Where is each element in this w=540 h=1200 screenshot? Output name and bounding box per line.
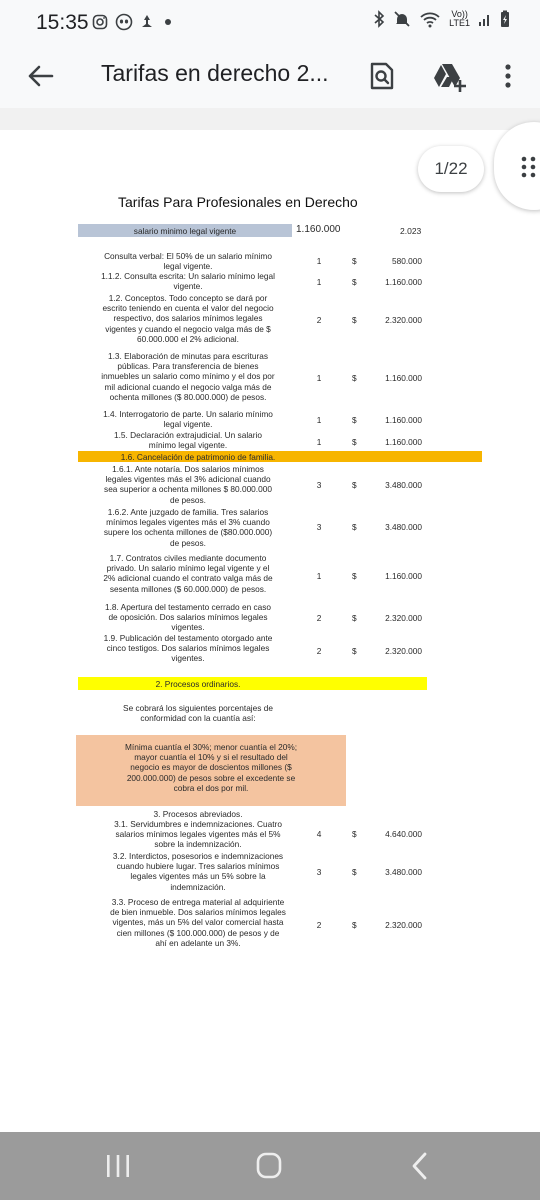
status-time: 15:35 [36, 11, 89, 34]
row-1-5 [78, 430, 298, 450]
salary-header-value: 1.160.000 [296, 224, 341, 235]
row-text: sobre la indemnización. [154, 839, 242, 850]
row-qty: 1 [316, 437, 322, 447]
row-b-4 [78, 633, 298, 664]
nav-back-button[interactable] [400, 1148, 440, 1184]
status-notification-icons [92, 13, 171, 31]
orange-line: cobra el dos por mil. [173, 782, 249, 793]
row-c-2 [78, 897, 318, 948]
row-text: de pesos. [170, 494, 206, 505]
row-text: 1.9. Publicación del testamento otorgado ante [103, 633, 273, 643]
more-options-button[interactable] [498, 58, 518, 94]
row-text: ochenta millones ($ 80.000.000) de pesos. [109, 391, 267, 402]
row-qty: 1 [316, 277, 322, 287]
lte-label: LTE1 [449, 18, 470, 28]
row-text: legal vigente. [163, 261, 213, 272]
row-text: 1.8. Apertura del testamento cerrado en caso [104, 602, 272, 612]
signal-icon [478, 11, 492, 27]
row-amount: 1.160.000 [385, 571, 422, 581]
row-text: de pesos. [170, 537, 206, 548]
orange-line: 200.000.000) de pesos sobre el excedente se [126, 772, 296, 783]
row-currency: $ [352, 522, 357, 532]
row-currency: $ [352, 646, 357, 656]
row-amount: 4.640.000 [385, 829, 422, 839]
row-amount: 1.160.000 [385, 415, 422, 425]
row-1-0 [78, 251, 298, 271]
row-text: 60.000.000 el 2% adicional. [137, 333, 239, 344]
battery-icon [500, 10, 510, 28]
orange-line: Mínima cuantía el 30%; menor cuantía el 20%; [124, 742, 298, 752]
recent-apps-button[interactable] [98, 1148, 138, 1184]
row-text: 1.3. Elaboración de minutas para escrituras [107, 351, 269, 361]
back-icon [400, 1148, 440, 1184]
row-qty: 2 [316, 646, 322, 656]
row-text: supere los ochenta millones de ($80.000.000) [103, 527, 273, 538]
row-qty: 3 [316, 522, 322, 532]
wifi-icon [419, 10, 441, 28]
row-text: 2% adicional cuando el contrato valga más de [103, 573, 273, 584]
row-text: cuando hubiere lugar. Tres salarios mínimos [116, 861, 280, 872]
row-amount: 1.160.000 [385, 437, 422, 447]
row-b-1 [78, 507, 298, 548]
row-amount: 3.480.000 [385, 480, 422, 490]
row-amount: 1.160.000 [385, 277, 422, 287]
intro-paragraph [78, 703, 318, 723]
row-text: salarios mínimos legales vigentes más el 5% [115, 829, 281, 840]
row-text: 1.6.2. Ante juzgado de familia. Tres salarios [107, 507, 269, 517]
row-text: mínimos legales vigentes más el 3% cuando [106, 517, 270, 528]
doc-heading: Tarifas Para Profesionales en Derecho [118, 194, 358, 210]
system-navigation-bar [0, 1132, 540, 1200]
row-text: Consulta verbal: El 50% de un salario mínimo [104, 251, 272, 261]
row-currency: $ [352, 277, 357, 287]
orange-line: mayor cuantía el 10% y si el resultado del [134, 752, 288, 763]
volte-indicator [449, 10, 470, 28]
row-1-3 [78, 351, 298, 402]
row-currency: $ [352, 571, 357, 581]
status-bar [0, 0, 540, 44]
row-text: legales vigentes más un 5% sobre la [130, 871, 266, 882]
row-text: respectivo, dos salarios mínimos legales [113, 313, 263, 324]
row-text: 1.7. Contratos civiles mediante documento [109, 553, 267, 563]
bluetooth-icon [373, 10, 385, 28]
row-amount: 1.160.000 [385, 373, 422, 383]
row-text: públicas. Para transferencia de bienes [117, 361, 259, 372]
row-qty: 2 [316, 315, 322, 325]
orange-box-text [76, 742, 346, 793]
row-qty: 1 [316, 571, 322, 581]
back-button[interactable] [22, 58, 58, 94]
alien-app-icon [115, 13, 133, 31]
row-text: de oposición. Dos salarios mínimos legales [108, 612, 268, 623]
row-text: de bien inmueble. Dos salarios mínimos legales [110, 907, 286, 918]
row-c-1 [78, 851, 318, 892]
row-text: 1.1.2. Consulta escrita: Un salario mínimo legal [101, 271, 275, 281]
row-text: inmuebles un salario como mínimo y el dos por [101, 371, 275, 382]
row-qty: 4 [316, 829, 322, 839]
instagram-icon [92, 14, 108, 30]
more-notifications-dot [165, 19, 171, 25]
row-text: 3.3. Proceso de entrega material al adquiriente [111, 897, 285, 907]
row-currency: $ [352, 437, 357, 447]
row-currency: $ [352, 613, 357, 623]
row-b-2 [78, 553, 298, 594]
salary-header-year: 2.023 [400, 226, 422, 236]
row-amount: 2.320.000 [385, 315, 422, 325]
status-system-icons [373, 10, 510, 28]
row-text: vigente. [173, 281, 203, 292]
row-currency: $ [352, 480, 357, 490]
intro-line: conformidad con la cuantía así: [140, 713, 256, 724]
row-text: 3.1. Servidumbres e indemnizaciones. Cuatro [114, 819, 282, 829]
row-text: sesenta millones ($ 60.000.000) de pesos. [109, 583, 267, 594]
section-3-heading: 3. Procesos abreviados. [153, 809, 243, 819]
row-c-0 [78, 819, 318, 850]
document-title: Tarifas en derecho 2... [101, 60, 329, 86]
row-text: vigentes. [171, 653, 205, 664]
row-amount: 2.320.000 [385, 613, 422, 623]
back-arrow-icon [22, 58, 58, 94]
more-vert-icon [498, 58, 518, 94]
row-amount: 3.480.000 [385, 867, 422, 877]
app-notification-icon [140, 13, 154, 31]
row-text: 1.5. Declaración extrajudicial. Un salario [113, 430, 263, 440]
row-text: privado. Un salario mínimo legal vigente y el [106, 563, 270, 574]
row-currency: $ [352, 315, 357, 325]
row-text: 1.4. Interrogatorio de parte. Un salario mínimo [103, 409, 273, 419]
row-text: mínimo legal vigente. [148, 440, 228, 451]
row-text: sea superior a ochenta millones $ 80.000.000 [104, 484, 272, 495]
row-amount: 2.320.000 [385, 920, 422, 930]
volte-label: Vo)) [451, 9, 468, 19]
home-icon [249, 1148, 289, 1184]
row-amount: 2.320.000 [385, 646, 422, 656]
row-currency: $ [352, 920, 357, 930]
row-1-1 [78, 271, 298, 291]
row-currency: $ [352, 829, 357, 839]
row-currency: $ [352, 867, 357, 877]
highlight-text-1-6: 1.6. Cancelación de patrimonio de familia. [120, 452, 276, 462]
row-qty: 2 [316, 613, 322, 623]
row-qty: 1 [316, 373, 322, 383]
row-currency: $ [352, 415, 357, 425]
salary-header-label: salario minimo legal vigente [133, 226, 237, 236]
row-text: vigentes y cuando el negocio valga más de $ [105, 323, 271, 334]
row-1-2 [78, 293, 298, 344]
row-qty: 3 [316, 480, 322, 490]
row-text: escrito teniendo en cuenta el valor del negocio [102, 303, 274, 314]
row-text: indemnización. [170, 881, 226, 892]
mute-icon [393, 10, 411, 28]
row-b-0 [78, 464, 298, 505]
row-amount: 580.000 [392, 256, 422, 266]
find-in-document-button[interactable] [366, 58, 398, 94]
add-to-drive-button[interactable] [430, 58, 470, 94]
row-qty: 1 [316, 415, 322, 425]
row-text: 1.6.1. Ante notaría. Dos salarios mínimos [112, 464, 264, 474]
highlight-text-2: 2. Procesos ordinarios. [155, 679, 241, 689]
page-indicator: 1/22 [418, 146, 484, 192]
row-qty: 2 [316, 920, 322, 930]
row-text: vigentes, más un 5% del valor comercial hasta [112, 917, 284, 928]
grid-dots-icon [520, 156, 540, 178]
orange-line: negocio es mayor de doscientos millones ($ [130, 762, 292, 773]
row-text: mil adicional cuando el negocio valga más de [104, 381, 272, 392]
row-currency: $ [352, 373, 357, 383]
row-text: legal vigente. [163, 419, 213, 430]
row-text: cinco testigos. Dos salarios mínimos legales [106, 643, 270, 654]
row-1-4 [78, 409, 298, 429]
row-qty: 3 [316, 867, 322, 877]
row-text: legales vigentes más el 3% adicional cuando [105, 474, 271, 485]
row-qty: 1 [316, 256, 322, 266]
row-amount: 3.480.000 [385, 522, 422, 532]
row-text: cien millones ($ 100.000.000) de pesos y de [116, 927, 280, 938]
row-text: 3.2. Interdictos, posesorios e indemnizaciones [112, 851, 284, 861]
intro-line: Se cobrará los siguientes porcentajes de [123, 703, 273, 713]
row-currency: $ [352, 256, 357, 266]
row-text: 1.2. Conceptos. Todo concepto se dará por [108, 293, 268, 303]
add-to-drive-icon [430, 58, 470, 94]
row-b-3 [78, 602, 298, 633]
app-bar [0, 44, 540, 108]
recent-apps-icon [98, 1148, 138, 1184]
find-in-document-icon [366, 58, 398, 94]
home-button[interactable] [249, 1148, 289, 1184]
row-text: ahí en adelante un 3%. [155, 937, 241, 948]
row-text: vigentes. [171, 622, 205, 633]
